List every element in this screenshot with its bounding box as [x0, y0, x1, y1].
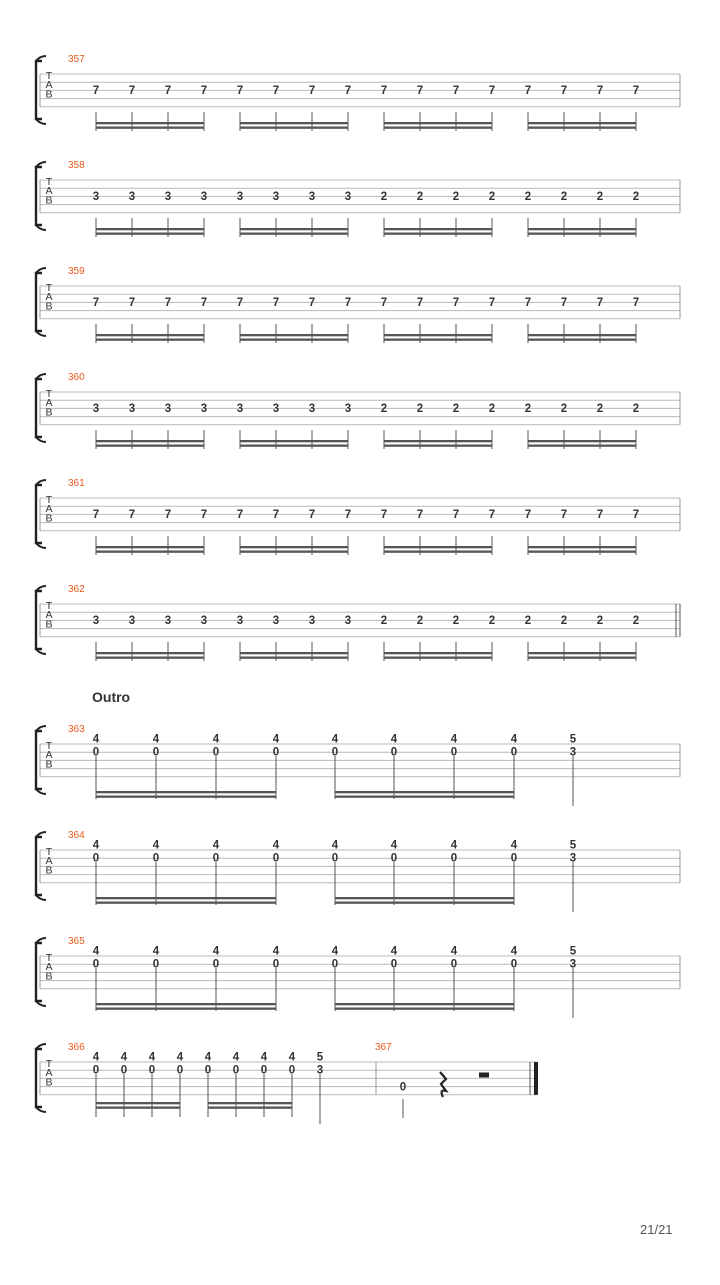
fret-number: 4 — [152, 839, 160, 852]
fret-number: 7 — [560, 84, 568, 97]
fret-number: 4 — [450, 945, 458, 958]
beam-secondary — [96, 551, 205, 553]
fret-number: 2 — [632, 190, 640, 203]
fret-number: 0 — [212, 852, 220, 865]
beam-primary — [96, 334, 205, 336]
beam-primary — [528, 122, 637, 124]
fret-number: 0 — [390, 852, 398, 865]
fret-number: 2 — [416, 190, 424, 203]
tab-clef-letter: B — [45, 618, 53, 631]
fret-number: 5 — [569, 733, 577, 746]
tab-system — [36, 478, 680, 555]
beam-secondary — [528, 233, 637, 235]
tab-clef-letter: A — [45, 1067, 53, 1080]
fret-number: 2 — [380, 402, 388, 415]
fret-number: 3 — [569, 958, 577, 971]
fret-number: 3 — [308, 190, 316, 203]
tab-clef-letter: B — [45, 758, 53, 771]
fret-number: 3 — [92, 190, 100, 203]
fret-number: 2 — [416, 614, 424, 627]
beam-primary — [240, 122, 349, 124]
beam-secondary — [384, 445, 493, 447]
fret-number: 4 — [92, 839, 100, 852]
tab-clef-letter: A — [45, 503, 53, 516]
fret-number: 4 — [288, 1051, 296, 1064]
tab-clef-letter: B — [45, 864, 53, 877]
tab-clef-letter: B — [45, 300, 53, 313]
beam-primary — [384, 334, 493, 336]
fret-number: 4 — [176, 1051, 184, 1064]
beam-primary — [96, 1102, 180, 1104]
fret-number: 7 — [380, 84, 388, 97]
fret-number: 4 — [152, 733, 160, 746]
tab-clef-letter: A — [45, 185, 53, 198]
beam-secondary — [96, 233, 205, 235]
beam-secondary — [208, 1107, 292, 1109]
beam-primary — [384, 122, 493, 124]
fret-number: 0 — [331, 852, 339, 865]
beam-secondary — [96, 1107, 180, 1109]
fret-number: 7 — [236, 84, 244, 97]
fret-number: 3 — [236, 190, 244, 203]
fret-number: 0 — [212, 958, 220, 971]
beam-primary — [96, 122, 205, 124]
fret-number: 2 — [596, 614, 604, 627]
tab-clef-letter: T — [45, 740, 53, 752]
fret-number: 2 — [452, 614, 460, 627]
beam-primary — [335, 1003, 514, 1005]
beam-secondary — [96, 657, 205, 659]
tab-clef-letter: B — [45, 88, 53, 101]
fret-number: 7 — [128, 508, 136, 521]
fret-number: 3 — [236, 402, 244, 415]
measure-number: 367 — [375, 1042, 392, 1053]
fret-number: 0 — [450, 746, 458, 759]
fret-number: 4 — [390, 945, 398, 958]
beam-secondary — [528, 127, 637, 129]
fret-number: 4 — [510, 839, 518, 852]
beam-secondary — [240, 233, 349, 235]
beam-secondary — [335, 796, 514, 798]
fret-number: 2 — [596, 402, 604, 415]
tab-clef-letter: B — [45, 194, 53, 207]
fret-number: 2 — [452, 190, 460, 203]
fret-number: 0 — [390, 746, 398, 759]
beam-primary — [384, 228, 493, 230]
fret-number: 3 — [272, 190, 280, 203]
beam-secondary — [240, 445, 349, 447]
beam-secondary — [240, 127, 349, 129]
fret-number: 4 — [212, 733, 220, 746]
fret-number: 7 — [92, 508, 100, 521]
fret-number: 4 — [272, 733, 280, 746]
fret-number: 7 — [308, 508, 316, 521]
beam-primary — [384, 440, 493, 442]
beam-secondary — [384, 339, 493, 341]
tab-system — [36, 266, 680, 343]
tab-clef-letter: A — [45, 609, 53, 622]
fret-number: 7 — [524, 296, 532, 309]
tab-clef-letter: T — [45, 846, 53, 858]
tab-system — [36, 160, 680, 237]
tab-clef-letter: T — [45, 600, 53, 612]
fret-number: 3 — [92, 402, 100, 415]
fret-number: 0 — [92, 852, 100, 865]
beam-secondary — [528, 339, 637, 341]
beam-secondary — [96, 445, 205, 447]
fret-number: 7 — [380, 296, 388, 309]
beam-secondary — [528, 657, 637, 659]
fret-number: 7 — [452, 84, 460, 97]
fret-number: 3 — [200, 614, 208, 627]
fret-number: 7 — [524, 508, 532, 521]
fret-number: 0 — [510, 852, 518, 865]
beam-secondary — [96, 1008, 276, 1010]
fret-number: 7 — [596, 508, 604, 521]
fret-number: 7 — [416, 84, 424, 97]
fret-number: 7 — [380, 508, 388, 521]
fret-number: 4 — [331, 839, 339, 852]
beam-primary — [240, 546, 349, 548]
beam-secondary — [528, 445, 637, 447]
fret-number: 7 — [128, 296, 136, 309]
beam-primary — [96, 228, 205, 230]
fret-number: 4 — [120, 1051, 128, 1064]
tab-clef-letter: T — [45, 176, 53, 188]
fret-number: 2 — [524, 402, 532, 415]
measure-number: 358 — [68, 160, 85, 171]
measure-number: 357 — [68, 54, 85, 65]
fret-number: 4 — [450, 839, 458, 852]
beam-primary — [240, 652, 349, 654]
fret-number: 3 — [128, 614, 136, 627]
fret-number: 7 — [560, 296, 568, 309]
fret-number: 7 — [632, 508, 640, 521]
beam-secondary — [528, 551, 637, 553]
tab-clef-letter: T — [45, 388, 53, 400]
fret-number: 0 — [204, 1064, 212, 1077]
fret-number: 4 — [92, 1051, 100, 1064]
fret-number: 7 — [452, 296, 460, 309]
measure-number: 366 — [68, 1042, 85, 1053]
fret-number: 4 — [510, 945, 518, 958]
tab-clef-letter: B — [45, 406, 53, 419]
beam-secondary — [96, 127, 205, 129]
fret-number: 4 — [260, 1051, 268, 1064]
beam-secondary — [240, 551, 349, 553]
tab-clef-letter: T — [45, 494, 53, 506]
fret-number: 7 — [128, 84, 136, 97]
fret-number: 0 — [260, 1064, 268, 1077]
tab-clef-letter: A — [45, 749, 53, 762]
fret-number: 7 — [308, 296, 316, 309]
beam-primary — [528, 440, 637, 442]
fret-number: 2 — [488, 402, 496, 415]
fret-number: 0 — [450, 852, 458, 865]
beam-secondary — [384, 657, 493, 659]
fret-number: 7 — [452, 508, 460, 521]
fret-number: 7 — [164, 84, 172, 97]
beam-primary — [528, 228, 637, 230]
tab-system — [36, 1042, 538, 1124]
tab-system — [36, 830, 680, 912]
fret-number: 2 — [380, 614, 388, 627]
fret-number: 4 — [148, 1051, 156, 1064]
measure-number: 361 — [68, 478, 85, 489]
fret-number: 3 — [316, 1064, 324, 1077]
fret-number: 4 — [204, 1051, 212, 1064]
fret-number: 7 — [236, 296, 244, 309]
beam-primary — [208, 1102, 292, 1104]
fret-number: 3 — [272, 614, 280, 627]
fret-number: 7 — [488, 296, 496, 309]
measure-number: 362 — [68, 584, 85, 595]
fret-number: 3 — [344, 190, 352, 203]
fret-number: 2 — [632, 402, 640, 415]
fret-number: 7 — [272, 508, 280, 521]
fret-number: 2 — [452, 402, 460, 415]
fret-number: 0 — [272, 958, 280, 971]
fret-number: 4 — [390, 733, 398, 746]
final-barline-thick — [534, 1062, 538, 1095]
fret-number: 0 — [288, 1064, 296, 1077]
fret-number: 0 — [272, 852, 280, 865]
fret-number: 4 — [510, 733, 518, 746]
fret-number: 4 — [232, 1051, 240, 1064]
beam-primary — [240, 228, 349, 230]
tab-system — [36, 936, 680, 1018]
fret-number: 3 — [569, 852, 577, 865]
tab-clef-letter: T — [45, 282, 53, 294]
fret-number: 0 — [390, 958, 398, 971]
beam-secondary — [96, 796, 276, 798]
fret-number: 0 — [152, 958, 160, 971]
measure-number: 364 — [68, 830, 85, 841]
measure-number: 365 — [68, 936, 85, 947]
fret-number: 0 — [510, 958, 518, 971]
beam-primary — [96, 791, 276, 793]
fret-number: 7 — [560, 508, 568, 521]
measure-number: 360 — [68, 372, 85, 383]
fret-number: 7 — [164, 508, 172, 521]
tab-system — [36, 54, 680, 131]
fret-number: 7 — [200, 296, 208, 309]
fret-number: 4 — [212, 945, 220, 958]
fret-number: 0 — [450, 958, 458, 971]
beam-primary — [96, 897, 276, 899]
tab-clef-letter: A — [45, 855, 53, 868]
fret-number: 3 — [344, 614, 352, 627]
section-label-outro: Outro — [92, 689, 131, 705]
measure-number: 363 — [68, 724, 85, 735]
fret-number: 4 — [152, 945, 160, 958]
fret-number: 2 — [560, 402, 568, 415]
fret-number: 5 — [569, 945, 577, 958]
fret-number: 2 — [596, 190, 604, 203]
fret-number: 5 — [316, 1051, 324, 1064]
fret-number: 4 — [390, 839, 398, 852]
tab-clef-letter: A — [45, 79, 53, 92]
fret-number: 0 — [92, 958, 100, 971]
fret-number: 2 — [488, 614, 496, 627]
fret-number: 4 — [272, 839, 280, 852]
fret-number: 0 — [176, 1064, 184, 1077]
tab-clef-letter: A — [45, 291, 53, 304]
fret-number: 7 — [200, 84, 208, 97]
fret-number: 2 — [488, 190, 496, 203]
fret-number: 0 — [152, 746, 160, 759]
fret-number: 0 — [331, 746, 339, 759]
page-number: 21/21 — [640, 1222, 673, 1237]
half-rest-icon — [479, 1073, 489, 1078]
fret-number: 3 — [92, 614, 100, 627]
beam-secondary — [384, 233, 493, 235]
fret-number: 7 — [596, 296, 604, 309]
beam-primary — [96, 1003, 276, 1005]
fret-number: 2 — [416, 402, 424, 415]
beam-primary — [384, 546, 493, 548]
beam-primary — [96, 546, 205, 548]
tab-clef-letter: B — [45, 1076, 53, 1089]
beam-secondary — [384, 127, 493, 129]
fret-number: 7 — [344, 84, 352, 97]
beam-secondary — [335, 1008, 514, 1010]
fret-number: 7 — [488, 84, 496, 97]
beam-primary — [384, 652, 493, 654]
tab-clef-letter: B — [45, 512, 53, 525]
fret-number: 7 — [632, 84, 640, 97]
fret-number: 0 — [510, 746, 518, 759]
fret-number: 3 — [200, 402, 208, 415]
fret-number: 4 — [92, 945, 100, 958]
tab-clef-letter: T — [45, 70, 53, 82]
fret-number: 3 — [569, 746, 577, 759]
fret-number: 3 — [164, 614, 172, 627]
fret-number: 0 — [232, 1064, 240, 1077]
fret-number: 7 — [164, 296, 172, 309]
fret-number: 0 — [331, 958, 339, 971]
tab-clef-letter: A — [45, 961, 53, 974]
tab-clef-letter: T — [45, 1058, 53, 1070]
beam-secondary — [335, 902, 514, 904]
fret-number: 7 — [344, 296, 352, 309]
fret-number: 3 — [164, 402, 172, 415]
fret-number: 7 — [92, 296, 100, 309]
fret-number: 7 — [236, 508, 244, 521]
beam-secondary — [240, 339, 349, 341]
fret-number: 0 — [148, 1064, 156, 1077]
fret-number: 3 — [308, 614, 316, 627]
fret-number: 5 — [569, 839, 577, 852]
fret-number: 2 — [560, 190, 568, 203]
fret-number: 2 — [524, 190, 532, 203]
fret-number: 7 — [416, 508, 424, 521]
fret-number: 0 — [120, 1064, 128, 1077]
tab-clef-letter: B — [45, 970, 53, 983]
tab-system — [36, 372, 680, 449]
fret-number: 3 — [308, 402, 316, 415]
fret-number: 7 — [308, 84, 316, 97]
fret-number: 2 — [524, 614, 532, 627]
fret-number: 4 — [450, 733, 458, 746]
fret-number: 7 — [272, 84, 280, 97]
fret-number: 4 — [92, 733, 100, 746]
fret-number: 2 — [380, 190, 388, 203]
fret-number: 7 — [200, 508, 208, 521]
fret-number: 7 — [344, 508, 352, 521]
fret-number: 0 — [212, 746, 220, 759]
quarter-rest-icon — [440, 1072, 446, 1097]
fret-number: 7 — [488, 508, 496, 521]
fret-number: 7 — [272, 296, 280, 309]
beam-primary — [96, 440, 205, 442]
fret-number: 3 — [200, 190, 208, 203]
fret-number: 3 — [236, 614, 244, 627]
beam-primary — [528, 334, 637, 336]
fret-number: 4 — [331, 733, 339, 746]
fret-number: 2 — [560, 614, 568, 627]
fret-number: 0 — [92, 1064, 100, 1077]
beam-primary — [528, 652, 637, 654]
fret-number: 0 — [152, 852, 160, 865]
fret-number: 3 — [272, 402, 280, 415]
fret-number: 7 — [524, 84, 532, 97]
fret-number: 7 — [596, 84, 604, 97]
beam-secondary — [96, 902, 276, 904]
fret-number: 0 — [272, 746, 280, 759]
fret-number: 2 — [632, 614, 640, 627]
measure-number: 359 — [68, 266, 85, 277]
beam-primary — [240, 334, 349, 336]
tab-system — [36, 584, 680, 661]
fret-number: 7 — [416, 296, 424, 309]
fret-number: 3 — [128, 402, 136, 415]
fret-number: 0 — [399, 1081, 407, 1094]
beam-primary — [96, 652, 205, 654]
beam-primary — [528, 546, 637, 548]
beam-secondary — [240, 657, 349, 659]
fret-number: 3 — [344, 402, 352, 415]
tab-system — [36, 724, 680, 806]
fret-number: 7 — [632, 296, 640, 309]
beam-secondary — [384, 551, 493, 553]
fret-number: 3 — [128, 190, 136, 203]
fret-number: 4 — [212, 839, 220, 852]
beam-primary — [240, 440, 349, 442]
fret-number: 0 — [92, 746, 100, 759]
beam-primary — [335, 897, 514, 899]
tab-clef-letter: T — [45, 952, 53, 964]
fret-number: 7 — [92, 84, 100, 97]
beam-secondary — [96, 339, 205, 341]
fret-number: 4 — [272, 945, 280, 958]
tab-clef-letter: A — [45, 397, 53, 410]
fret-number: 3 — [164, 190, 172, 203]
fret-number: 4 — [331, 945, 339, 958]
beam-primary — [335, 791, 514, 793]
